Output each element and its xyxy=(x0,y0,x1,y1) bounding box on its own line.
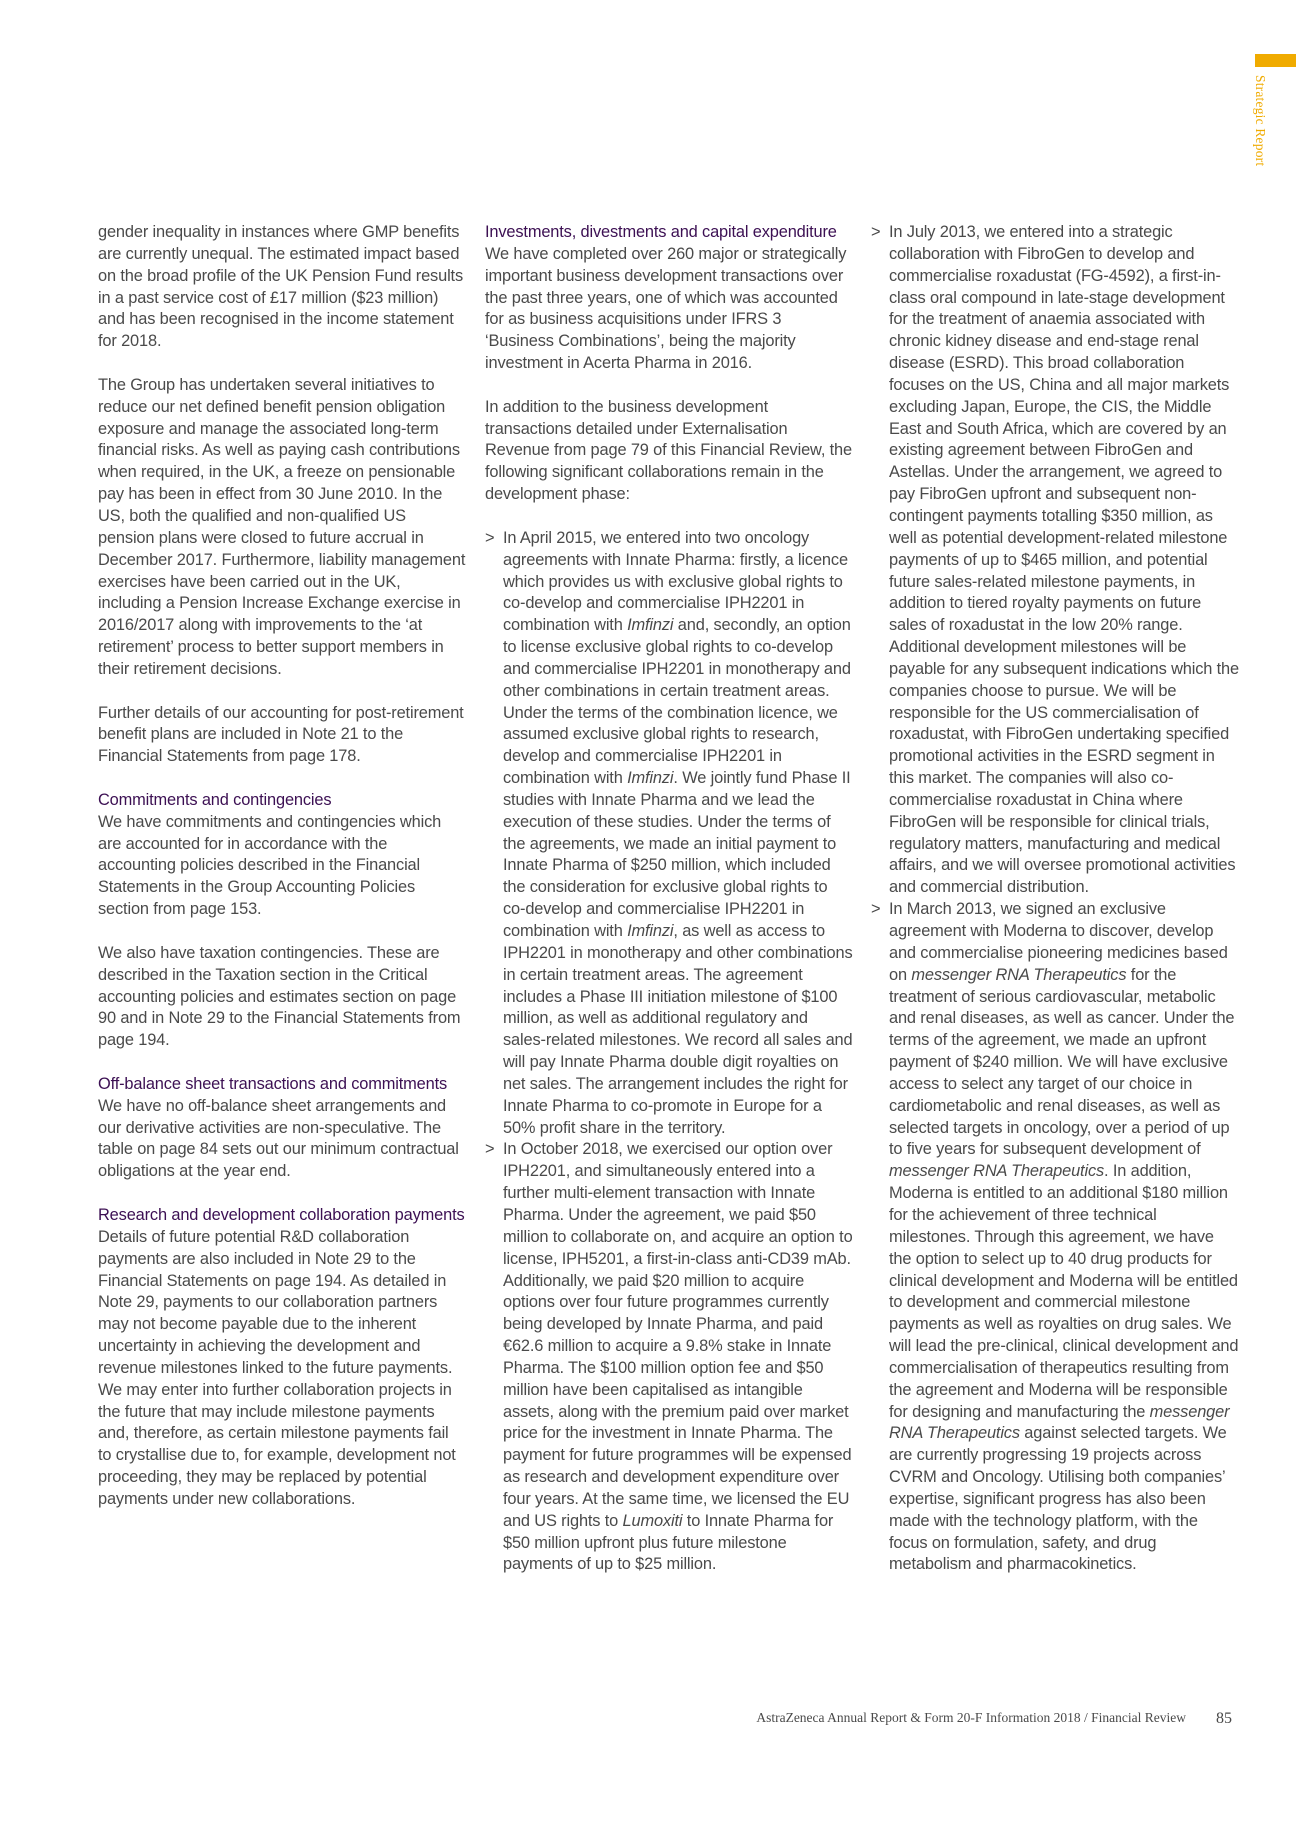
paragraph: We have completed over 260 major or strategically important business development transactions over the past three years, one of which was accounted for as business acquisitions under IFRS 3 ‘Business Combinations’, being the majority investment in Acerta Pharma in 2016. xyxy=(485,244,847,373)
paragraph: We also have taxation contingencies. These are described in the Taxation section in the Critical accounting policies and estimates section on page 90 and in Note 29 to the Financial Statements from page 194. xyxy=(98,943,461,1050)
bullet-innate-pharma-2015: > In April 2015, we entered into two oncology agreements with Innate Pharma: firstly, a licence which provides us with exclusive global rights to co-develop and commercialise IPH2201 in combination with Imfinzi and, secondly, an option to license exclusive global rights to co-develop and commercialise IPH2201 in monotherapy and other combinations in certain treatment areas. Under the terms of the combination licence, we assumed exclusive global rights to research, develop and commercialise IPH2201 in combination with Imfinzi. We jointly fund Phase II studies with Innate Pharma and we lead the execution of these studies. Under the terms of the agreements, we made an initial payment to Innate Pharma of $250 million, which included the consideration for exclusive global rights to co-develop and commercialise IPH2201 in combination with Imfinzi, as well as access to IPH2201 in monotherapy and other combinations in certain treatment areas. The agreement includes a Phase III initiation milestone of $100 million, as well as additional regulatory and sales-related milestones. We record all sales and will pay Innate Pharma double digit royalties on net sales. The arrangement includes the right for Innate Pharma to co-promote in Europe for a 50% profit share in the territory. xyxy=(485,528,853,1140)
heading-investments: Investments, divestments and capital expenditure xyxy=(485,223,837,241)
footer-title: AstraZeneca Annual Report & Form 20-F Information 2018 / Financial Review xyxy=(756,1710,1186,1725)
bullet-moderna: > In March 2013, we signed an exclusive agreement with Moderna to discover, develop and commercialise pioneering medicines based on messenger RNA Therapeutics for the treatment of serious cardiovascular, metabolic and renal diseases, as well as cancer. Under the terms of the agreement, we made an upfront payment of $240 million. We will have exclusive access to select any target of our choice in cardiometabolic and renal diseases, as well as selected targets in oncology, over a period of up to five years for subsequent development of messenger RNA Therapeutics. In addition, Moderna is entitled to an additional $180 million for the achievement of three technical milestones. Through this agreement, we have the option to select up to 40 drug products for clinical development and Moderna will be entitled to development and commercial milestone payments as well as royalties on drug sales. We will lead the pre-clinical, clinical development and commercialisation of therapeutics resulting from the agreement and Moderna will be responsible for designing and manufacturing the messenger RNA Therapeutics against selected targets. We are currently progressing 19 projects across CVRM and Oncology. Utilising both companies’ expertise, significant progress has also been made with the technology platform, with the focus on formulation, safety, and drug metabolism and pharmacokinetics. xyxy=(871,899,1239,1576)
heading-rd-collaboration: Research and development collaboration payments xyxy=(98,1205,465,1224)
page-footer xyxy=(756,1710,1232,1734)
paragraph: Further details of our accounting for post-retirement benefit plans are included in Note 21 to the Financial Statements from page 178. xyxy=(98,703,464,766)
bullet-fibrogen: > In July 2013, we entered into a strategic collaboration with FibroGen to develop and commercialise roxadustat (FG-4592), a first-in-class oral compound in late-stage development for the treatment of anaemia associated with chronic kidney disease and end-stage renal disease (ESRD). This broad collaboration focuses on the US, China and all major markets excluding Japan, Europe, the CIS, the Middle East and South Africa, which are covered by an existing agreement between FibroGen and Astellas. Under the arrangement, we agreed to pay FibroGen upfront and subsequent non-contingent payments totalling $350 million, as well as potential development-related milestone payments of up to $465 million, and potential future sales-related milestone payments, in addition to tiered royalty payments on future sales of roxadustat in the low 20% range. Additional development milestones will be payable for any subsequent indications which the companies choose to pursue. We will be responsible for the US commercialisation of roxadustat, with FibroGen undertaking specified promotional activities in the ESRD segment in this market. The companies will also co-commercialise roxadustat in China where FibroGen will be responsible for clinical trials, regulatory matters, manufacturing and medical affairs, and we will oversee promotional activities and commercial distribution. xyxy=(871,222,1239,899)
section-tab-marker xyxy=(1255,54,1296,67)
heading-off-balance-sheet: Off-balance sheet transactions and commitments xyxy=(98,1074,448,1093)
page-number: 85 xyxy=(1216,1710,1232,1727)
paragraph: The Group has undertaken several initiatives to reduce our net defined benefit pension obligation exposure and manage the associated long-term financial risks. As well as paying cash contributions when required, in the UK, a freeze on pensionable pay has been in effect from 30 June 2010. In the US, both the qualified and non-qualified US pension plans were closed to future accrual in December 2017. Furthermore, liability management exercises have been carried out in the UK, including a Pension Increase Exchange exercise in 2016/2017 along with improvements to the ‘at retirement’ process to better support members in their retirement decisions. xyxy=(98,375,466,678)
column-right xyxy=(871,222,1239,1576)
section-label: Strategic Report xyxy=(1253,75,1268,167)
paragraph: We have no off-balance sheet arrangements and our derivative activities are non-speculative. The table on page 84 sets out our minimum contractual obligations at the year end. xyxy=(98,1096,459,1181)
paragraph: In addition to the business development transactions detailed under Externalisation Revenue from page 79 of this Financial Review, the following significant collaborations remain in the development phase: xyxy=(485,397,852,504)
paragraph: Details of future potential R&D collaboration payments are also included in Note 29 to the Financial Statements on page 194. As detailed in Note 29, payments to our collaboration partners may not become payable due to the inherent uncertainty in achieving the development and revenue milestones linked to the future payments. We may enter into further collaboration projects in the future that may include milestone payments and, therefore, as certain milestone payments fail to crystallise due to, for example, development not proceeding, they may be replaced by potential payments under new collaborations. xyxy=(98,1227,456,1508)
paragraph: gender inequality in instances where GMP benefits are currently unequal. The estimated impact based on the broad profile of the UK Pension Fund results in a past service cost of £17 million ($23 million) and has been recognised in the income statement for 2018. xyxy=(98,223,464,351)
heading-commitments: Commitments and contingencies xyxy=(98,790,332,809)
column-left xyxy=(98,222,466,1511)
column-middle xyxy=(485,222,853,1576)
bullet-innate-pharma-2018: > In October 2018, we exercised our option over IPH2201, and simultaneously entered into a further multi-element transaction with Innate Pharma. Under the agreement, we paid $50 million to collaborate on, and acquire an option to license, IPH5201, a first-in-class anti-CD39 mAb. Additionally, we paid $20 million to acquire options over four future programmes currently being developed by Innate Pharma, and paid €62.6 million to acquire a 9.8% stake in Innate Pharma. The $100 million option fee and $50 million have been capitalised as intangible assets, along with the premium paid over market price for the investment in Innate Pharma. The payment for future programmes will be expensed as research and development expenditure over four years. At the same time, we licensed the EU and US rights to Lumoxiti to Innate Pharma for $50 million upfront plus future milestone payments of up to $25 million. xyxy=(485,1139,853,1576)
paragraph: We have commitments and contingencies which are accounted for in accordance with the accounting policies described in the Financial Statements in the Group Accounting Policies section from page 153. xyxy=(98,812,442,919)
